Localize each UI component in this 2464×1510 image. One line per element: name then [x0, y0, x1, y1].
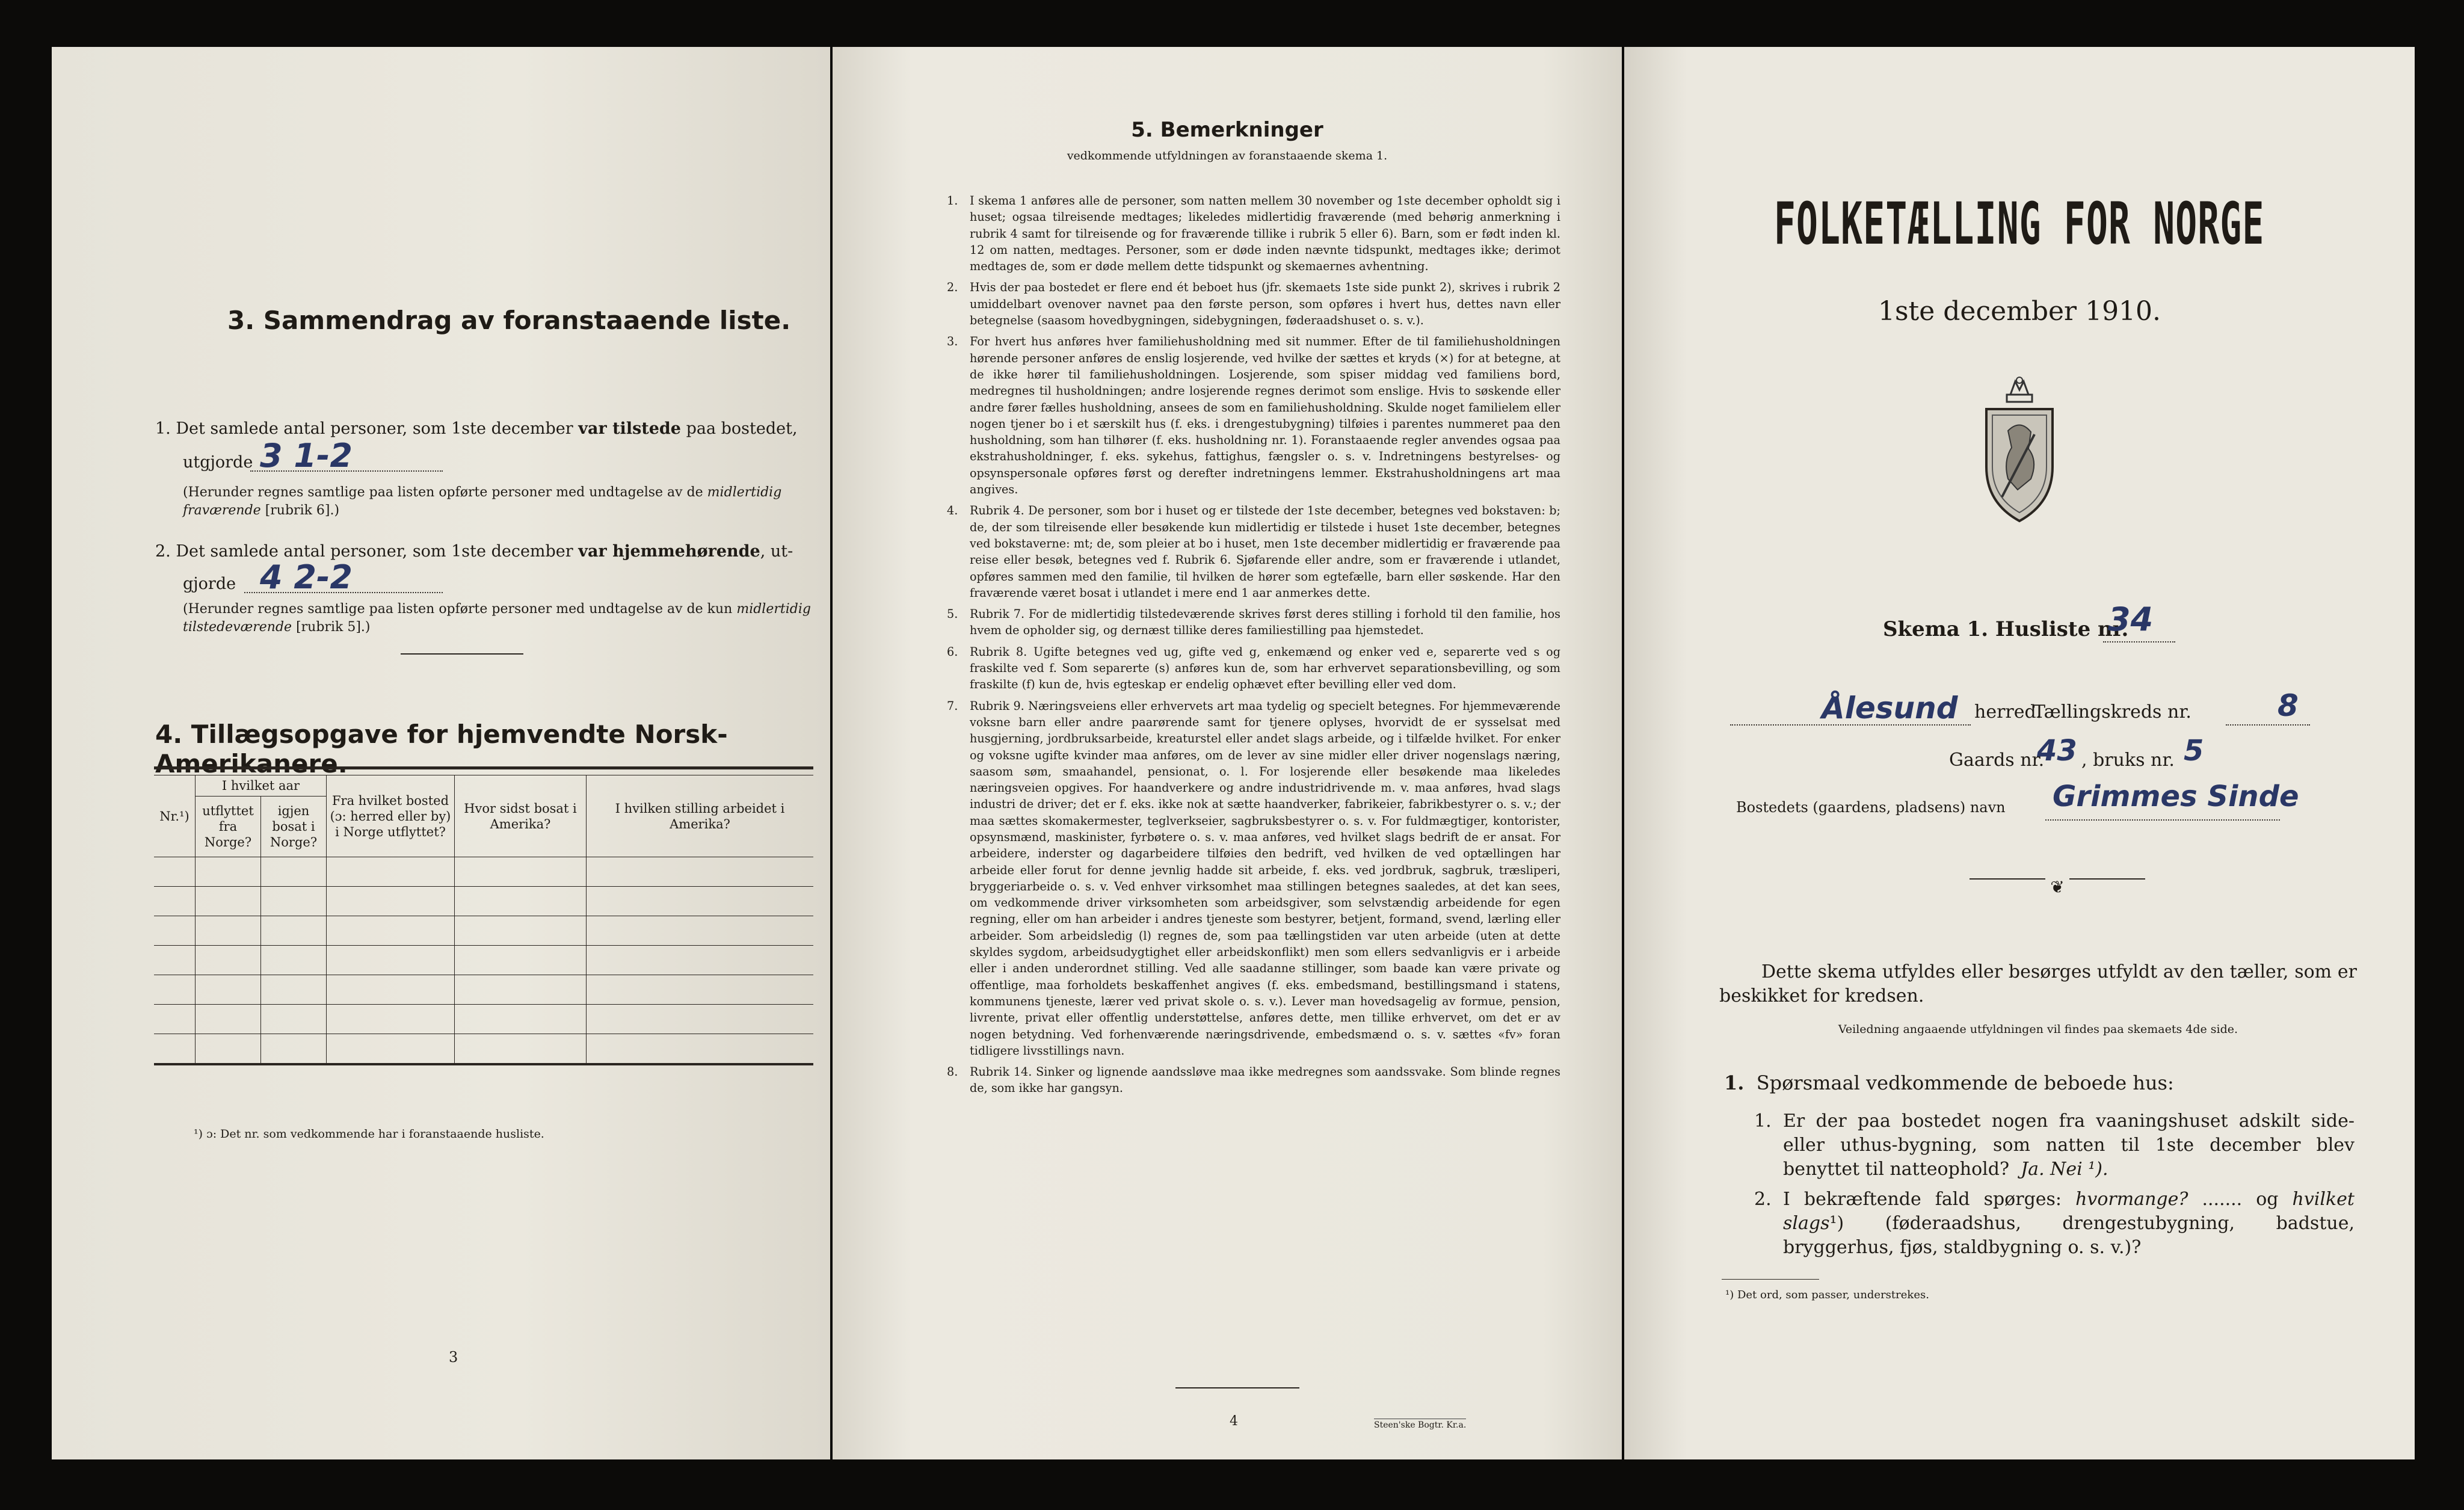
skema-label: Skema 1. Husliste nr.: [1883, 617, 2129, 641]
item1-note: (Herunder regnes samtlige paa listen opførte personer med undtagelse av de midlertidig fraværende [rubrik 6].): [183, 485, 782, 518]
item1-text: 1. Det samlede antal personer, som 1ste december var tilstede paa bostedet,: [155, 419, 798, 438]
gaards-nr-value: 43: [2037, 734, 2077, 768]
section4-title: 4. Tillægsopgave for hjemvendte Norsk-Amerikanere.: [155, 720, 728, 778]
divider: [1175, 1387, 1299, 1388]
table-footnote: ¹) ɔ: Det nr. som vedkommende har i foranstaaende husliste.: [194, 1127, 544, 1141]
page-number: 3: [449, 1349, 458, 1366]
col-nr: Nr.¹): [154, 775, 196, 857]
census-date: 1ste december 1910.: [1877, 296, 2161, 327]
norsk-amerikanere-table: [154, 775, 813, 1065]
left-page: [52, 47, 830, 1459]
gaards-label: Gaards nr.: [1949, 750, 2045, 771]
q2-num: 2.: [1754, 1189, 1772, 1210]
col-hvor-sidst: Hvor sidst bosat i Amerika?: [455, 775, 587, 857]
page-number: 4: [1230, 1414, 1238, 1429]
divider: [401, 653, 523, 655]
veiledning-text: Veiledning angaaende utfyldningen vil findes paa skemaets 4de side.: [1838, 1023, 2238, 1036]
item2-utgjorde-label: gjorde: [183, 575, 236, 593]
herred-value: Ålesund: [1822, 691, 1958, 726]
col-fra-bosted: Fra hvilket bosted (ɔ: herred eller by) i Norge utflyttet?: [327, 775, 455, 857]
ornament-icon: ❦: [2045, 877, 2069, 897]
item1-utgjorde-label: utgjorde: [183, 453, 253, 472]
remark-item: 5. Rubrik 7. For de midlertidig tilstedeværende skrives først deres stilling i forhold til den familie, hos hvem de opholder sig, og dernæst tillike deres familiestilling paa hjemstedet.: [947, 607, 1560, 638]
remarks-title: 5. Bemerkninger: [1131, 118, 1323, 142]
bosted-label: Bostedets (gaardens, pladsens) navn: [1736, 799, 2006, 816]
table-row: [154, 975, 813, 1005]
section3-title: 3. Sammendrag av foranstaaende liste.: [227, 306, 791, 335]
table-row: [154, 946, 813, 975]
col-stilling: I hvilken stilling arbeidet i Amerika?: [587, 775, 814, 857]
remark-item: 3. For hvert hus anføres hver familiehusholdning med sit nummer. Efter de til familiehusholdningen hørende personer anføres de enslig losjerende, ved hvilke der sættes et kryds (×) for at betegne, at de ikke hører til familiehusholdningen. Losjerende, som spiser middag ved familiens bord, medregnes til husholdningen; andre losjerende regnes derimot som enslige. Hvis to søskende eller andre fører fælles husholdning, ansees de som en familiehusholdning. Skulde noget familielem eller nogen tjener bo i et særskilt hus (f. eks. i drengestubygning) tilføies i parentes nummeret paa den husholdning, som han tilhører (f. eks. husholdning nr. 1). Foranstaaende regler anvendes ogsaa paa ekstrahusholdninger, f. eks. sykehus, fattighus, fængsler o. s. v. Indretningens bestyrelses- og opsynspersonale opføres først og derefter indretningens lemmer. Ekstrahusholdningens art maa angives.: [947, 334, 1560, 497]
kreds-nr-value: 8: [2278, 688, 2299, 723]
item2-note: (Herunder regnes samtlige paa listen opførte personer med undtagelse av de kun midlertidig tilstedeværende [rubrik 5].): [183, 602, 811, 635]
bruks-nr-value: 5: [2184, 734, 2204, 768]
bruks-label: , bruks nr.: [2081, 750, 2175, 771]
kreds-dotline: [2226, 724, 2310, 726]
footnote-rule: [1722, 1279, 1819, 1280]
right-page: [1624, 47, 2415, 1459]
table-top-rule: [154, 766, 813, 769]
q2-text: I bekræftende fald spørges: hvormange? ....... og hvilket slags¹) (føderaadshus, drengestubygning, badstue, bryggerhus, fjøs, staldbygning o. s. v.)?: [1783, 1189, 2355, 1258]
intro-text: Dette skema utfyldes eller besørges utfyldt av den tæller, som er beskikket for kredsen.: [1719, 961, 2357, 1006]
remark-item: 6. Rubrik 8. Ugifte betegnes ved ug, gifte ved g, enkemænd og enker ved e, separerte ved s og fraskilte ved f. Som separerte (s) anføres kun de, som har erhvervet separationsbevilling, og som fraskilte (f) kun de, hvis egteskap er endelig ophævet efter bevilling eller ved dom.: [947, 644, 1560, 692]
bosted-value: Grimmes Sinde: [2053, 780, 2299, 813]
herred-dotline: [1730, 724, 1971, 726]
item2-dotline: [244, 592, 443, 593]
item2-text: 2. Det samlede antal personer, som 1ste december var hjemmehørende, ut-: [155, 542, 793, 561]
husliste-nr-value: 34: [2108, 600, 2154, 638]
item2-handwritten-value: 4 2-2: [260, 558, 353, 596]
item1-handwritten-value: 3 1-2: [260, 437, 353, 475]
remarks-list: [938, 193, 1560, 1097]
census-title: FOLKETÆLLING FOR NORGE: [1774, 190, 2265, 257]
table-row: [154, 1034, 813, 1065]
herred-label: herred.: [1974, 701, 2042, 723]
remark-item: 2. Hvis der paa bostedet er flere end ét beboet hus (jfr. skemaets 1ste side punkt 2), skrives i rubrik 2 umiddelbart ovenover navnet paa den første person, som opføres i hvert hus, dettes navn eller betegnelse (saasom hovedbygningen, sidebygningen, føderaadshuset o. s. v.).: [947, 280, 1560, 328]
printer-imprint: Steen'ske Bogtr. Kr.a.: [1374, 1419, 1466, 1430]
q1-num: 1.: [1754, 1111, 1772, 1132]
table-row: [154, 857, 813, 887]
husliste-dotline: [2103, 641, 2175, 643]
bosted-dotline: [2045, 819, 2280, 821]
remark-item: 8. Rubrik 14. Sinker og lignende aandssløve maa ikke medregnes som aandssvake. Som blinde regnes de, som ikke har gangsyn.: [947, 1065, 1560, 1096]
col-igjen-bosat: igjen bosat i Norge?: [261, 797, 327, 857]
questions-title: 1. Spørsmaal vedkommende de beboede hus:: [1724, 1071, 2174, 1094]
right-footnote: ¹) Det ord, som passer, understrekes.: [1725, 1289, 1929, 1301]
table-row: [154, 916, 813, 946]
col-utflyttet: utflyttet fra Norge?: [196, 797, 261, 857]
remark-item: 4. Rubrik 4. De personer, som bor i huset og er tilstede der 1ste december, betegnes ved bokstaven: b; de, der som tilreisende eller besøkende kun midlertidig er tilstede i huset 1ste december, betegnes ved bokstaverne: mt; de, som pleier at bo i huset, men 1ste december midlertidig er fraværende paa reise eller besøk, betegnes ved f. Rubrik 6. Sjøfarende eller andre, som er fraværende i utlandet, opføres sammen med den familie, til hvilken de hører som egtefælle, barn eller søskende. Har den fraværende været bosat i utlandet i mere end 1 aar anmerkes dette.: [947, 504, 1560, 600]
remark-item: 7. Rubrik 9. Næringsveiens eller erhvervets art maa tydelig og specielt betegnes. For hjemmeværende voksne barn eller andre paarørende samt for tjenere oplyses, hvorvidt de er sysselsat med husgjerning, jordbruksarbeide, kreaturstel eller andet slags arbeide, og i tilfælde hvilket. For enker og voksne ugifte kvinder maa anføres, om de lever av sine midler eller driver nogenslags næring, saasom søm, smaahandel, pensionat, o. l. For losjerende eller besøkende maa likeledes næringsveien opgives. For haandverkere og andre industridrivende m. v. maa anføres, hvad slags industri de driver; det er f. eks. ikke nok at sætte haandverker, fabrikeier, fabrikbestyrer o. s. v.; der maa sættes skomakermester, teglverkseier, sagbruksbestyrer o. s. v. For fuldmægtiger, kontorister, opsynsmænd, maskinister, fyrbøtere o. s. v. maa anføres, ved hvilket slags bedrift de er ansat. For arbeidere, inderster og dagarbeidere tilføies den bedrift, ved hvilken de ved optællingen har arbeide eller forut for denne jevnlig hadde sit arbeide, f. eks. ved jordbruk, sagbruk, træsliperi, bryggeriarbeide o. s. v. Ved enhver virksomhet maa stillingen betegnes saaledes, at det kan sees, om vedkommende driver virksomheten som arbeidsgiver, som selvstændig arbeidende for egen regning, eller om han arbeider i andres tjeneste som bestyrer, betjent, formand, svend, lærling eller arbeider. Som arbeidsledig (l) regnes de, som paa tællingstiden var uten arbeide (uten at dette skyldes sygdom, arbeidsudygtighet eller arbeidskonflikt) men som ellers sedvanligvis er i arbeide eller i anden underordnet stilling. Ved alle saadanne stillinger, som baade kan være private og offentlige, maa forholdets beskaffenhet angives (f. eks. embedsmand, bestillingsmand i statens, kommunens tjeneste, lærer ved privat skole o. s. v.). Lever man hovedsagelig av formue, pension, livrente, privat eller offentlig understøttelse, anføres dette, men tillike erhvervet, om det er av nogen betydning. Ved forhenværende næringsdrivende, embedsmænd o. s. v. sættes «fv» foran tidligere livsstillings navn.: [947, 698, 1560, 1058]
coat-of-arms-icon: [1972, 377, 2067, 527]
remarks-subtitle: vedkommende utfyldningen av foranstaaende skema 1.: [1067, 149, 1388, 162]
table-row: [154, 887, 813, 916]
col-group-year: I hvilket aar: [196, 775, 327, 797]
kreds-label: Tællingskreds nr.: [2033, 701, 2191, 723]
item1-dotline: [250, 470, 443, 472]
remark-item: 1. I skema 1 anføres alle de personer, som natten mellem 30 november og 1ste december opholdt sig i huset; ogsaa tilreisende medtages; likeledes midlertidig fraværende (med behørig anmerkning i rubrik 4 samt for tilreisende og for fraværende tillike i rubrik 5 eller 6). Barn, som er født inden kl. 12 om natten, medtages. Personer, som er døde inden nævnte tidspunkt, medtages ikke; derimot medtages de, som er døde mellem dette tidspunkt og skemaernes avhentning.: [947, 194, 1560, 274]
census-title-wrap: [1624, 190, 2415, 257]
middle-page: [833, 47, 1622, 1459]
q1-text: Er der paa bostedet nogen fra vaaningshuset adskilt side- eller uthus-bygning, som natten til 1ste december blev benyttet til natteophold? Ja. Nei ¹).: [1783, 1111, 2355, 1180]
table-row: [154, 1005, 813, 1034]
